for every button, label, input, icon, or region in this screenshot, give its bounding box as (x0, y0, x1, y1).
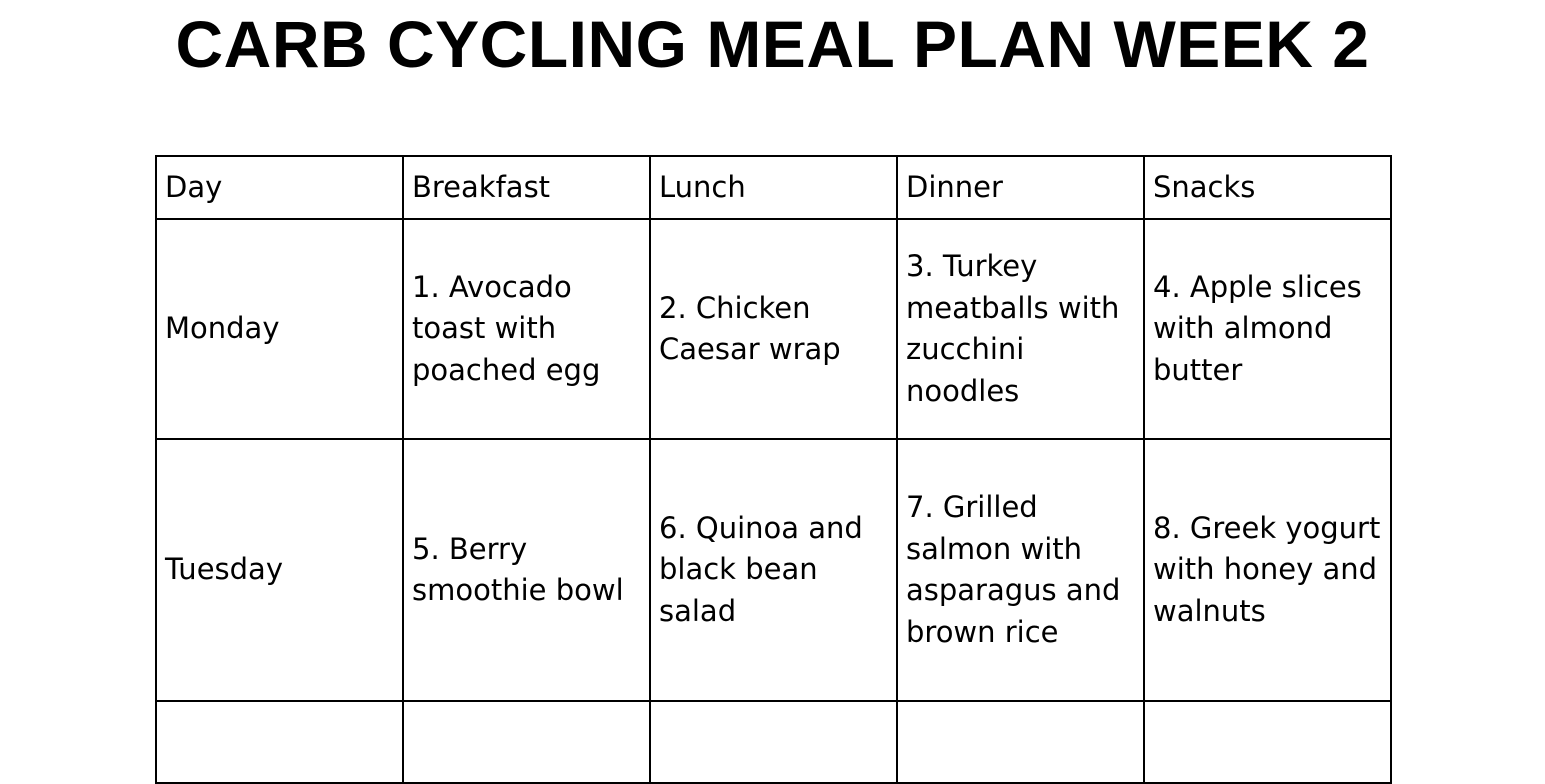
cell-breakfast: 1. Avocado toast with poached egg (403, 219, 650, 439)
cell-snacks: 8. Greek yogurt with honey and walnuts (1144, 439, 1391, 701)
header-lunch: Lunch (650, 156, 897, 219)
cell-snacks: 4. Apple slices with almond butter (1144, 219, 1391, 439)
meal-plan-table (155, 155, 1392, 784)
table-header-row (156, 156, 1391, 219)
cell-breakfast (403, 701, 650, 783)
header-day: Day (156, 156, 403, 219)
cell-dinner: 3. Turkey meatballs with zucchini noodles (897, 219, 1144, 439)
header-breakfast: Breakfast (403, 156, 650, 219)
page-title: CARB CYCLING MEAL PLAN WEEK 2 (175, 7, 1370, 81)
cell-snacks (1144, 701, 1391, 783)
table-row (156, 439, 1391, 701)
cell-day: Tuesday (156, 439, 403, 701)
cell-lunch: 2. Chicken Caesar wrap (650, 219, 897, 439)
table-row (156, 701, 1391, 783)
cell-day: Monday (156, 219, 403, 439)
header-dinner: Dinner (897, 156, 1144, 219)
cell-breakfast: 5. Berry smoothie bowl (403, 439, 650, 701)
table-row (156, 219, 1391, 439)
cell-lunch: 6. Quinoa and black bean salad (650, 439, 897, 701)
cell-dinner: 7. Grilled salmon with asparagus and brown rice (897, 439, 1144, 701)
cell-day (156, 701, 403, 783)
cell-lunch (650, 701, 897, 783)
header-snacks: Snacks (1144, 156, 1391, 219)
cell-dinner (897, 701, 1144, 783)
